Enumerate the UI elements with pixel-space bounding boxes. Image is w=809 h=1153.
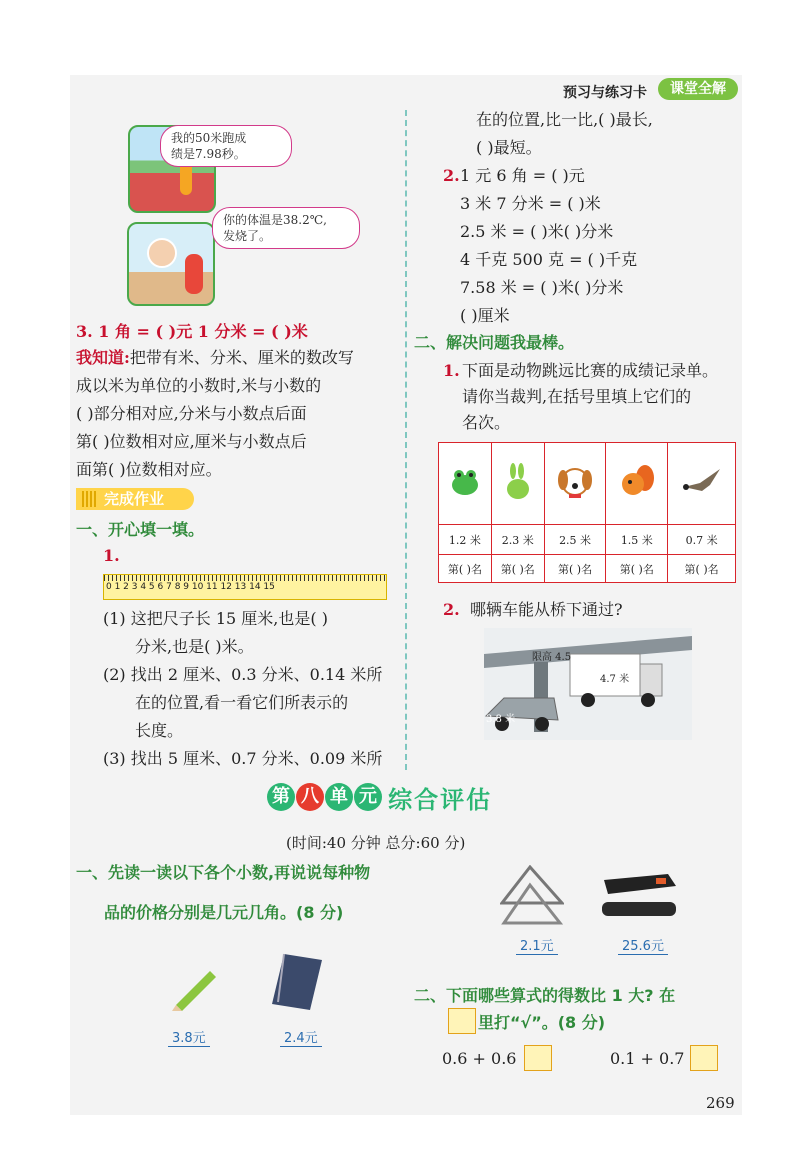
q2-line-1: 3 米 7 分米 = ( )米 bbox=[460, 194, 601, 213]
answer-box-2[interactable] bbox=[690, 1045, 718, 1071]
q3-text: 3. 1 角 = ( )元 1 分米 = ( )米 bbox=[76, 322, 308, 341]
section-1-title: 一、开心填一填。 bbox=[76, 520, 205, 539]
unit-title bbox=[267, 780, 492, 820]
squirrel-icon bbox=[606, 443, 668, 525]
distance-squirrel: 1.5 米 bbox=[606, 525, 668, 555]
unit-char-3: 单 bbox=[325, 783, 353, 811]
doctor-illustration bbox=[127, 222, 215, 306]
stapler-icon bbox=[598, 866, 678, 926]
know-line-4: 面第( )位数相对应。 bbox=[76, 460, 222, 479]
know-label: 我知道: bbox=[76, 348, 130, 367]
distance-frog: 1.2 米 bbox=[439, 525, 492, 555]
truck-height-label: 4.7 米 bbox=[600, 674, 630, 685]
p1-line-1: 请你当裁判,在括号里填上它们的 bbox=[462, 387, 692, 406]
q2-number: 2. bbox=[443, 166, 460, 185]
eval-section-1-line-2: 品的价格分别是几元几角。(8 分) bbox=[104, 903, 344, 922]
p2-number: 2. bbox=[443, 600, 460, 619]
cont-line-1: 在的位置,比一比,( )最长, bbox=[476, 110, 653, 129]
dog-icon bbox=[544, 443, 606, 525]
rank-squirrel[interactable]: 第( )名 bbox=[606, 555, 668, 583]
header-title: 预习与练习卡 bbox=[563, 85, 647, 101]
know-line-1: 成以米为单位的小数时,米与小数的 bbox=[76, 376, 322, 395]
price-notebook: 2.4元 bbox=[280, 1027, 322, 1047]
price-pencil: 3.8元 bbox=[168, 1027, 210, 1047]
bridge-image bbox=[484, 628, 692, 740]
p1-number: 1. bbox=[443, 361, 460, 380]
banner-bars-icon bbox=[82, 491, 98, 507]
q2-line-5: ( )厘米 bbox=[460, 306, 510, 325]
sub-item-1b: 分米,也是( )米。 bbox=[135, 637, 254, 656]
notebook-icon bbox=[270, 950, 326, 1018]
girl-figure bbox=[185, 254, 203, 294]
rank-dog[interactable]: 第( )名 bbox=[544, 555, 606, 583]
bridge-height-label: 限高 4.5 bbox=[532, 652, 572, 663]
price-stapler: 25.6元 bbox=[618, 935, 668, 955]
know-block bbox=[76, 345, 354, 371]
rank-frog[interactable]: 第( )名 bbox=[439, 555, 492, 583]
p2-question: 哪辆车能从桥下通过? bbox=[470, 600, 623, 619]
unit-char-2: 八 bbox=[296, 783, 324, 811]
expr-1: 0.6 + 0.6 bbox=[442, 1049, 517, 1068]
unit-char-4: 元 bbox=[354, 783, 382, 811]
ruler-numbers: 0 1 2 3 4 5 6 7 8 9 10 11 12 13 14 15 bbox=[106, 582, 275, 592]
know-line-2: ( )部分相对应,分米与小数点后面 bbox=[76, 404, 307, 423]
sub-item-2b: 在的位置,看一看它们所表示的 bbox=[135, 693, 349, 712]
cont-line-2: ( )最短。 bbox=[476, 138, 542, 157]
question-3 bbox=[76, 319, 308, 345]
p1-line-2: 名次。 bbox=[462, 413, 511, 432]
rank-goose[interactable]: 第( )名 bbox=[668, 555, 736, 583]
car-height-label: 3.8 米 bbox=[486, 714, 516, 725]
eval-section-2-line-2: 里打“√”。(8 分) bbox=[478, 1013, 606, 1032]
header-badge: 课堂全解 bbox=[658, 78, 738, 100]
answer-box-example bbox=[448, 1008, 476, 1034]
q2-line-4: 7.58 米 = ( )米( )分米 bbox=[460, 278, 624, 297]
distance-goose: 0.7 米 bbox=[668, 525, 736, 555]
sub-item-2c: 长度。 bbox=[135, 721, 184, 740]
doctor-figure bbox=[147, 238, 177, 268]
page-number: 269 bbox=[706, 1094, 735, 1112]
p1-line-0: 下面是动物跳远比赛的成绩记录单。 bbox=[462, 361, 719, 380]
pencil-icon bbox=[170, 965, 220, 1015]
ruler-ticks bbox=[104, 575, 386, 581]
column-divider bbox=[405, 110, 407, 770]
sub-item-3: (3) 找出 5 厘米、0.7 分米、0.09 米所 bbox=[103, 749, 383, 768]
bridge-illustration bbox=[484, 628, 692, 740]
price-triangles: 2.1元 bbox=[516, 935, 558, 955]
rank-rabbit[interactable]: 第( )名 bbox=[491, 555, 544, 583]
goose-icon bbox=[668, 443, 736, 525]
answer-box-1[interactable] bbox=[524, 1045, 552, 1071]
eval-section-1-line-1: 一、先读一读以下各个小数,再说说每种物 bbox=[76, 863, 371, 882]
eval-section-2-line-1: 二、下面哪些算式的得数比 1 大? 在 bbox=[414, 986, 676, 1005]
rabbit-icon bbox=[491, 443, 544, 525]
know-line-0: 把带有米、分米、厘米的数改写 bbox=[129, 348, 354, 367]
ranking-table bbox=[438, 442, 736, 583]
homework-banner bbox=[76, 488, 194, 510]
q2-line-2: 2.5 米 = ( )米( )分米 bbox=[460, 222, 614, 241]
q2-line-3: 4 千克 500 克 = ( )千克 bbox=[460, 250, 638, 269]
banner-label: 完成作业 bbox=[104, 490, 165, 508]
exam-time: (时间:40 分钟 总分:60 分) bbox=[286, 834, 466, 852]
sub-item-2: (2) 找出 2 厘米、0.3 分米、0.14 米所 bbox=[103, 665, 383, 684]
frog-icon bbox=[439, 443, 492, 525]
triangles-icon bbox=[500, 865, 564, 929]
distance-dog: 2.5 米 bbox=[544, 525, 606, 555]
speech-bubble-run: 我的50米跑成 绩是7.98秒。 bbox=[160, 125, 292, 167]
sub-item-1: (1) 这把尺子长 15 厘米,也是( ) bbox=[103, 609, 328, 628]
distance-rabbit: 2.3 米 bbox=[491, 525, 544, 555]
q1-number: 1. bbox=[103, 546, 120, 565]
know-line-3: 第( )位数相对应,厘米与小数点后 bbox=[76, 432, 307, 451]
section-2-title: 二、解决问题我最棒。 bbox=[414, 333, 575, 352]
expr-2: 0.1 + 0.7 bbox=[610, 1049, 685, 1068]
ruler-image bbox=[103, 574, 387, 600]
speech-bubble-doctor: 你的体温是38.2℃, 发烧了。 bbox=[212, 207, 360, 249]
unit-char-1: 第 bbox=[267, 783, 295, 811]
q2-line-0: 1 元 6 角 = ( )元 bbox=[460, 166, 585, 185]
unit-title-text: 综合评估 bbox=[388, 786, 493, 814]
